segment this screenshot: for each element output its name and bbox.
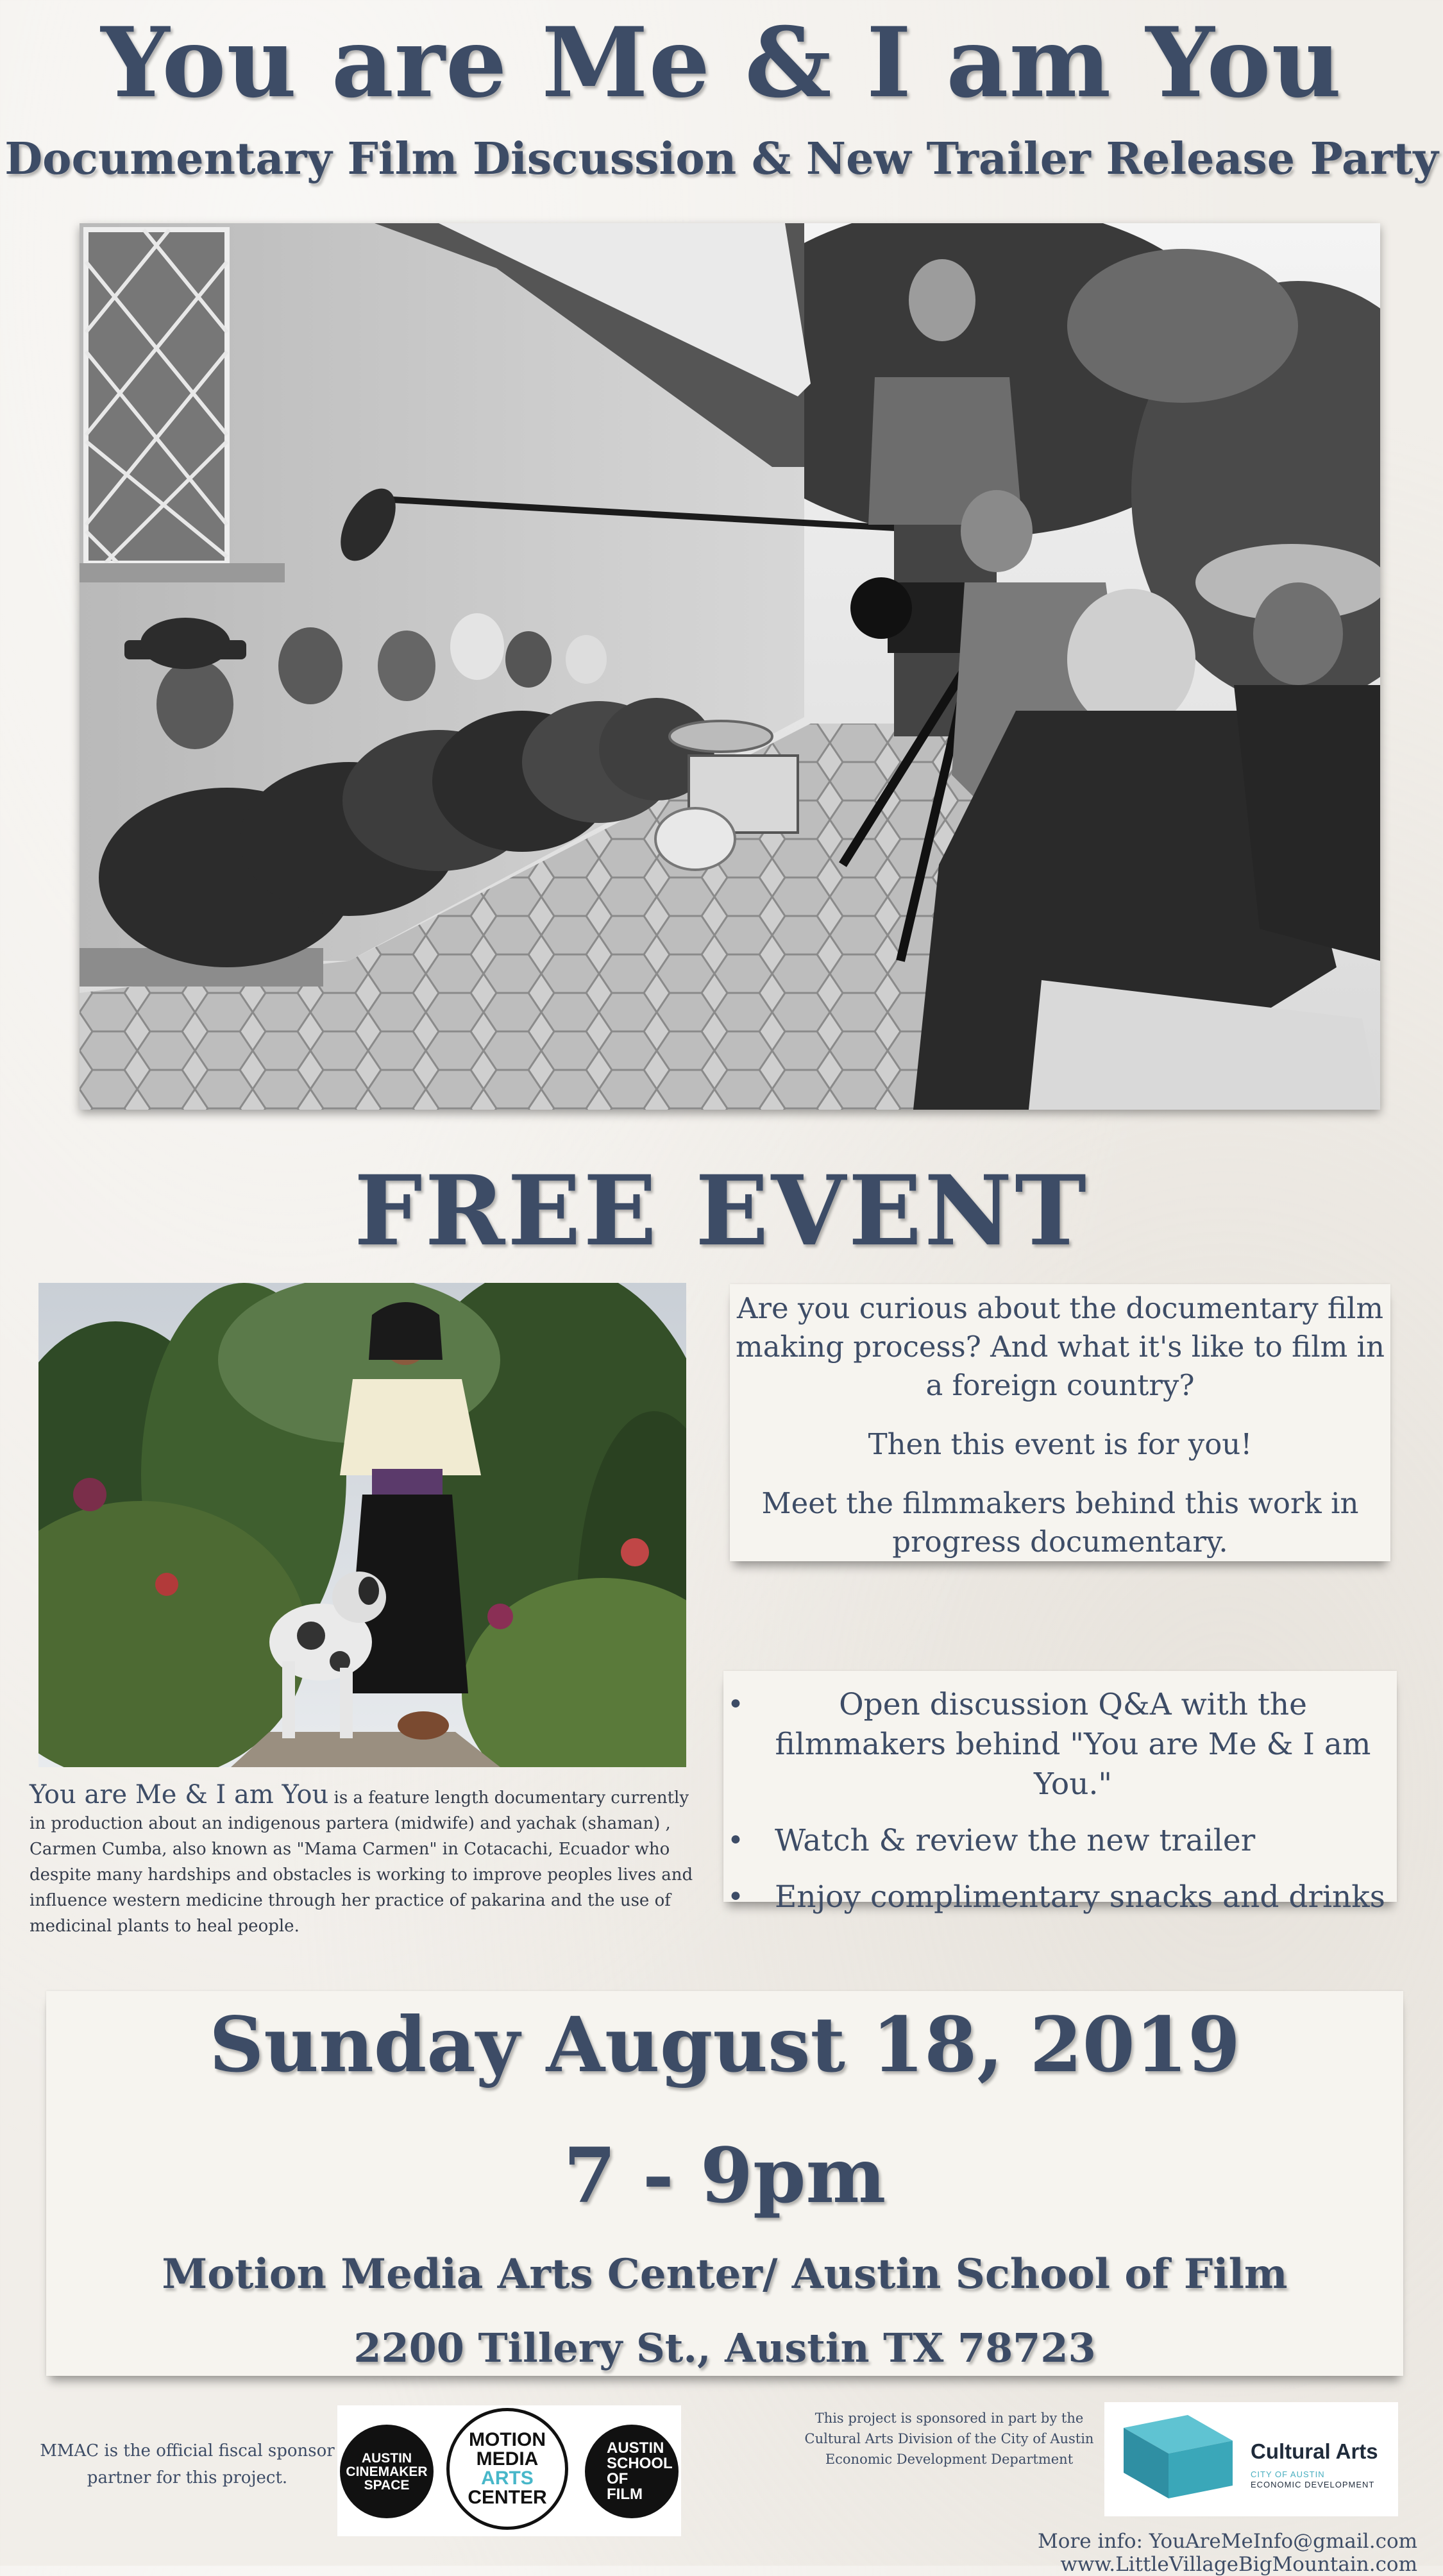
free-event-heading: FREE EVENT: [354, 1155, 1089, 1267]
event-venue: Motion Media Arts Center/ Austin School of Film: [162, 2250, 1288, 2298]
highlight-qa-text: Open discussion Q&A with the filmmakers behind "You are Me & I am You.": [775, 1687, 1371, 1802]
logo-asf-line1: AUSTIN: [607, 2439, 664, 2457]
austin-cinemaker-space-logo: [340, 2425, 434, 2518]
event-time: 7 - 9pm: [563, 2131, 886, 2220]
event-address: 2200 Tillery St., Austin TX 78723: [353, 2325, 1096, 2371]
logo-acs-line3: SPACE: [364, 2477, 410, 2493]
info-paragraph-curious: Are you curious about the documentary film making process? And what it's like to film in a foreign country?: [736, 1291, 1385, 1402]
event-date: Sunday August 18, 2019: [209, 2000, 1240, 2089]
austin-school-of-film-logo: [585, 2425, 679, 2518]
film-description: [30, 1782, 709, 1939]
motion-media-arts-center-logo: [446, 2408, 568, 2530]
logo-asf-line3: OF: [607, 2470, 629, 2487]
partner-logos: [337, 2405, 681, 2536]
logo-acs-line1: AUSTIN: [361, 2450, 412, 2466]
poster-title: You are Me & I am You: [101, 6, 1342, 119]
logo-acs-line2: CINEMAKER: [346, 2464, 428, 2479]
cultural-arts-department: ECONOMIC DEVELOPMENT: [1251, 2480, 1375, 2489]
logo-asf-line4: FILM: [607, 2486, 643, 2503]
event-highlights-card: [723, 1671, 1397, 1915]
bullet-icon: •: [727, 1688, 744, 1721]
bullet-icon: •: [727, 1881, 744, 1913]
film-crew-photo: [80, 223, 1380, 1110]
poster-subtitle: Documentary Film Discussion & New Trailer Release Party: [4, 133, 1439, 185]
highlight-snacks-text: Enjoy complimentary snacks and drinks: [775, 1879, 1385, 1915]
info-card: [730, 1284, 1390, 1561]
more-info-contact: More info: YouAreMeInfo@gmail.com www.LittleVillageBigMountain.com: [1038, 2530, 1417, 2576]
cultural-arts-city: CITY OF AUSTIN: [1251, 2470, 1325, 2479]
mama-carmen-photo: [38, 1283, 686, 1767]
logo-mmac-line3: ARTS: [481, 2468, 534, 2489]
sponsor-note: This project is sponsored in part by the Cultural Arts Division of the City of Austin Economic Development Department: [804, 2411, 1094, 2467]
cultural-arts-title: Cultural Arts: [1251, 2439, 1378, 2463]
logo-mmac-line1: MOTION: [469, 2429, 546, 2450]
film-description-lead: You are Me & I am You: [30, 1780, 329, 1809]
event-highlights-list: [723, 1671, 1397, 1917]
logo-mmac-line4: CENTER: [468, 2487, 547, 2508]
cultural-arts-mark-icon: [1104, 2402, 1239, 2516]
highlight-trailer-text: Watch & review the new trailer: [775, 1823, 1256, 1858]
logo-mmac-line2: MEDIA: [476, 2448, 539, 2470]
logo-asf-line2: SCHOOL: [607, 2455, 673, 2472]
highlight-qa: [723, 1685, 1397, 1804]
info-paragraph-meet-filmmakers: Meet the filmmakers behind this work in progress documentary.: [761, 1486, 1359, 1559]
bullet-icon: •: [727, 1824, 744, 1857]
highlight-trailer: [723, 1821, 1397, 1861]
highlight-snacks: [723, 1877, 1397, 1917]
film-description-body: is a feature length documentary currently in production about an indigenous partera (midwife) and yachak (shaman) , Carmen Cumba, also known as "Mama Carmen" in Cotacachi, Ecuador who despite many hardships and obstacles is working to improve peoples lives and influence western medicine through her practice of pakarina and the use of medicinal plants to heal people.: [30, 1788, 693, 1936]
info-paragraph-event-for-you: Then this event is for you!: [868, 1427, 1253, 1461]
fiscal-sponsor-note: MMAC is the official fiscal sponsor partner for this project.: [40, 2441, 335, 2487]
